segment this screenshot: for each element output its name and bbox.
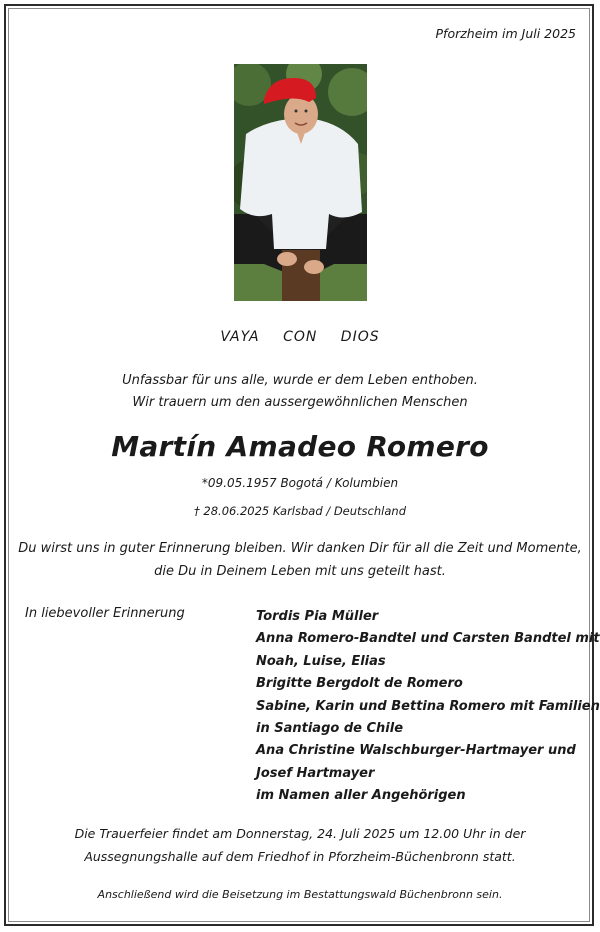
message-line-2: die Du in Deinem Leben mit uns geteilt hast. [154,564,446,579]
mourner-line: Anna Romero-Bandtel und Carsten Bandtel mit [256,631,600,647]
funeral-line-2: Aussegnungshalle auf dem Friedhof in Pforzheim-Büchenbronn statt. [84,849,516,864]
mourner-line: in Santiago de Chile [256,721,404,737]
mourner-line: Brigitte Bergdolt de Romero [256,676,463,692]
place-date: Pforzheim im Juli 2025 [435,26,576,41]
burial-note: Anschließend wird die Beisetzung im Bestattungswald Büchenbronn sein. [97,888,503,901]
lead-line-2: Wir trauern um den aussergewöhnlichen Menschen [132,395,468,410]
deceased-name: Martín Amadeo Romero [111,430,489,463]
message-line-1: Du wirst uns in guter Erinnerung bleiben. Wir danken Dir für all die Zeit und Momente, [18,541,582,556]
portrait-photo [234,64,367,301]
memory-label: In liebevoller Erinnerung [25,606,185,621]
mourner-line: Tordis Pia Müller [256,609,379,624]
funeral-line-1: Die Trauerfeier findet am Donnerstag, 24. Juli 2025 um 12.00 Uhr in der [74,826,526,841]
mourners-list [256,606,600,808]
motto: VAYA CON DIOS [220,329,380,345]
mourner-line: im Namen aller Angehörigen [256,788,466,804]
death-info: † 28.06.2025 Karlsbad / Deutschland [194,504,406,518]
mourner-line: Noah, Luise, Elias [256,653,386,669]
birth-info: *09.05.1957 Bogotá / Kolumbien [201,476,399,490]
mourner-line: Ana Christine Walschburger-Hartmayer und [256,743,576,759]
mourner-line: Josef Hartmayer [256,765,375,781]
mourner-line: Sabine, Karin und Bettina Romero mit Familien [256,698,600,714]
lead-line-1: Unfassbar für uns alle, wurde er dem Leben enthoben. [122,373,478,388]
